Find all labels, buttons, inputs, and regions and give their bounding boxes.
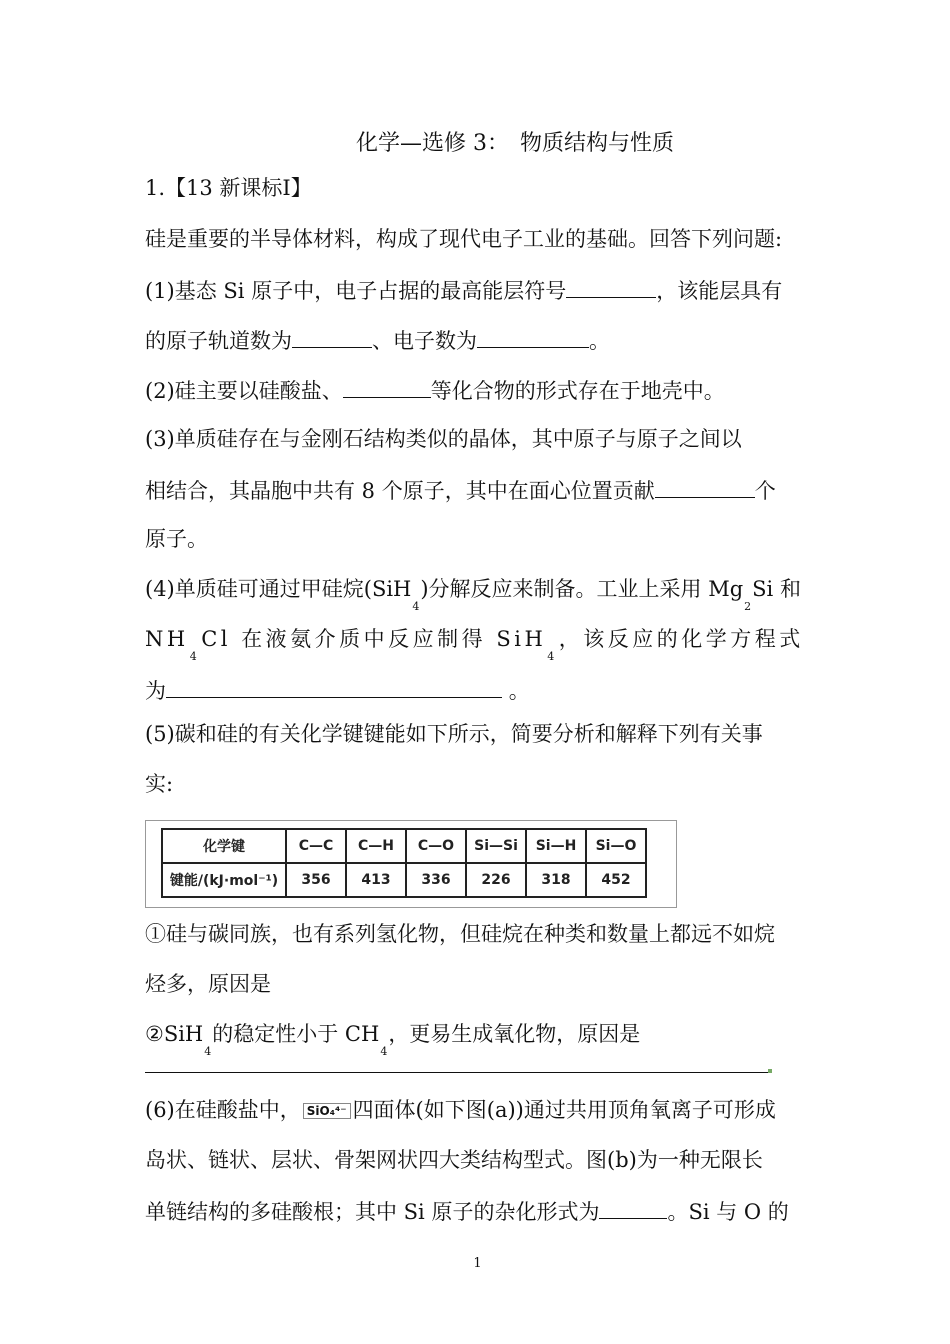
c2-text-b: 的稳定性小于 CH [212, 1022, 380, 1046]
table-header-cell: 化学键 [162, 829, 286, 863]
table-header-cell: Si—Si [466, 829, 526, 863]
q4-text-c: Si 和 [752, 577, 801, 601]
table-cell: 键能/(kJ·mol⁻¹) [162, 863, 286, 897]
q2-line [145, 379, 725, 402]
q3-line1: (3)单质硅存在与金刚石结构类似的晶体，其中原子与原子之间以 [145, 427, 742, 451]
q2-text-b: 等化合物的形式存在于地壳中。 [430, 379, 725, 403]
q6-text-a: (6)在硅酸盐中， [145, 1098, 301, 1122]
table-header-cell: Si—O [586, 829, 646, 863]
table-row [162, 863, 646, 897]
answer-blank-6[interactable] [166, 679, 502, 698]
q6-line1 [145, 1100, 776, 1121]
table-cell: 318 [526, 863, 586, 897]
q6-text-e: 。Si 与 O 的 [667, 1200, 789, 1224]
page-title: 化学—选修 3： 物质结构与性质 [356, 131, 674, 156]
q4-line2 [145, 627, 804, 663]
bond-table [161, 828, 647, 898]
q1-text-d: 、电子数为 [372, 329, 477, 353]
table-cell: 452 [586, 863, 646, 897]
subscript-2: 2 [744, 600, 752, 613]
q5-line1: (5)碳和硅的有关化学键键能如下所示，简要分析和解释下列有关事 [145, 722, 763, 746]
q5-line2: 实: [145, 772, 174, 796]
c2-line [145, 1022, 641, 1058]
page-number: 1 [473, 1256, 482, 1271]
q6-line2: 岛状、链状、层状、骨架网状四大类结构型式。图(b)为一种无限长 [145, 1148, 763, 1172]
q1-text-a: (1)基态 Si 原子中，电子占据的最高能层符号 [145, 279, 567, 303]
table-cell: 413 [346, 863, 406, 897]
q4-line3 [145, 679, 530, 702]
c1-line2: 烃多，原因是 [145, 972, 271, 996]
table-header-cell: Si—H [526, 829, 586, 863]
c2-text-a: ②SiH [145, 1022, 204, 1046]
table-header-cell: C—H [346, 829, 406, 863]
answer-line[interactable] [145, 1072, 772, 1073]
q2-text-a: (2)硅主要以硅酸盐、 [145, 379, 343, 403]
q4-text-e: Cl 在液氨介质中反应制得 SiH [201, 627, 547, 651]
q4-text-f: ，该反应的化学方程式 [558, 627, 804, 651]
answer-blank-1[interactable] [566, 279, 656, 298]
answer-blank-5[interactable] [655, 479, 755, 498]
table-cell: 336 [406, 863, 466, 897]
q6-text-b: 四面体(如下图(a))通过共用顶角氧离子可形成 [352, 1098, 776, 1122]
table-header-row [162, 829, 646, 863]
q4-text-a: (4)单质硅可通过甲硅烷(SiH [145, 577, 412, 601]
q4-line1 [145, 577, 801, 613]
q3-text-c: 个 [754, 479, 776, 503]
q1-line2 [145, 329, 610, 352]
q3-text-b: 相结合，其晶胞中共有 8 个原子，其中在面心位置贡献 [145, 479, 655, 503]
q4-text-b: )分解反应来制备。工业上采用 Mg [420, 577, 744, 601]
subscript-4d: 4 [204, 1045, 212, 1058]
q1-text-b: ，该能层具有 [656, 279, 783, 303]
answer-blank-3[interactable] [477, 329, 589, 348]
c2-text-c: ，更易生成氧化物，原因是 [388, 1022, 641, 1046]
subscript-4b: 4 [189, 650, 201, 663]
q1-text-e: 。 [589, 329, 610, 353]
subscript-4: 4 [412, 600, 420, 613]
table-header-cell: C—O [406, 829, 466, 863]
q4-text-h: 。 [508, 679, 530, 703]
table-cell: 356 [286, 863, 346, 897]
q6-text-d: 单链结构的多硅酸根；其中 Si 原子的杂化形式为 [145, 1200, 600, 1224]
question-header: 1.【13 新课标Ⅰ】 [145, 176, 312, 200]
intro-text: 硅是重要的半导体材料，构成了现代电子工业的基础。回答下列问题: [145, 227, 783, 251]
q6-line3 [145, 1200, 789, 1223]
q3-line2 [145, 479, 776, 502]
q3-line3: 原子。 [145, 527, 208, 551]
answer-blank-2[interactable] [292, 329, 372, 348]
green-mark [768, 1069, 772, 1073]
answer-blank-4[interactable] [343, 379, 431, 398]
table-cell: 226 [466, 863, 526, 897]
c1-line1: ①硅与碳同族，也有系列氢化物，但硅烷在种类和数量上都远不如烷 [145, 922, 775, 946]
q4-text-d: NH [145, 627, 189, 651]
q1-text-c: 的原子轨道数为 [145, 329, 292, 353]
table-header-cell: C—C [286, 829, 346, 863]
sio4-formula-box: SiO₄⁴⁻ [303, 1103, 351, 1119]
subscript-4c: 4 [547, 650, 558, 663]
q4-text-g: 为 [145, 679, 166, 703]
answer-blank-7[interactable] [599, 1200, 667, 1219]
subscript-4e: 4 [380, 1045, 388, 1058]
q1-line1 [145, 279, 782, 302]
bond-energy-table [145, 820, 677, 908]
